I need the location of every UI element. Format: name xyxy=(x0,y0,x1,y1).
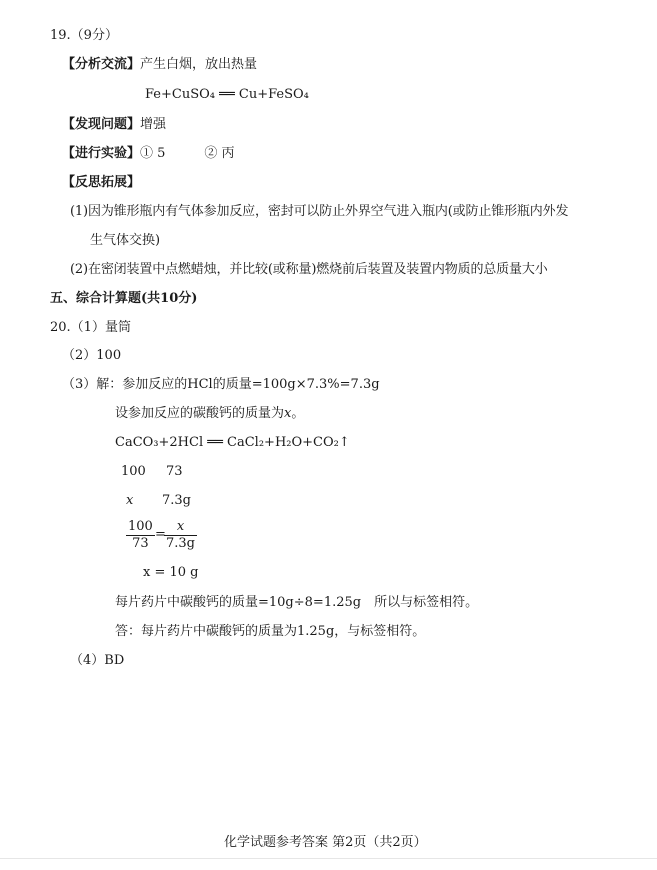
set-var: x xyxy=(284,406,292,421)
q19-header: 19.（9分） xyxy=(50,28,118,43)
page-footer: 化学试题参考答案 第2页（共2页） xyxy=(224,835,427,850)
reflect-2: (2)在密闭装置中点燃蜡烛，并比较(或称量)燃烧前后装置及装置内物质的总质量大小 xyxy=(70,262,548,277)
fraction-right xyxy=(164,519,197,552)
mass-x: x xyxy=(126,493,134,508)
experiment-line xyxy=(62,145,235,163)
tablet-mass-line: 每片药片中碳酸钙的质量=10g÷8=1.25g 所以与标签相符。 xyxy=(115,595,479,610)
answer-line: 答：每片药片中碳酸钙的质量为1.25g，与标签相符。 xyxy=(115,624,426,639)
mass-7-3g: 7.3g xyxy=(162,493,191,508)
experiment-text: ① 5 ② 丙 xyxy=(140,146,235,161)
q20-part-3: （3）解：参加反应的HCl的质量=100g×7.3%=7.3g xyxy=(62,377,380,392)
fraction-right-denominator: 7.3g xyxy=(166,536,195,551)
fraction-equals: = xyxy=(155,527,166,542)
q20-header: 20.（1）量筒 xyxy=(50,320,131,335)
discover-text: 增强 xyxy=(140,117,167,132)
discover-tag: 【发现问题】 xyxy=(62,117,141,132)
result-x: x = 10 g xyxy=(143,565,199,580)
equation-caco3-hcl: CaCO₃+2HCl ══ CaCl₂+H₂O+CO₂↑ xyxy=(115,435,350,450)
reflect-tag: 【反思拓展】 xyxy=(62,175,141,190)
footer-divider xyxy=(0,858,657,859)
fraction-left xyxy=(126,519,155,552)
fraction-right-numerator: x xyxy=(164,519,197,536)
analysis-tag: 【分析交流】 xyxy=(62,57,141,72)
discover-line xyxy=(62,116,166,134)
section-5-title: 五、综合计算题(共10分) xyxy=(50,291,198,306)
mass-100: 100 xyxy=(121,464,146,479)
fraction-left-denominator: 73 xyxy=(132,536,149,551)
reflect-1-line-1: (1)因为锥形瓶内有气体参加反应，密封可以防止外界空气进入瓶内(或防止锥形瓶内外发 xyxy=(70,204,569,219)
fraction-left-numerator: 100 xyxy=(128,519,153,534)
analysis-line xyxy=(62,56,257,74)
set-text: 设参加反应的碳酸钙的质量为 xyxy=(115,406,285,421)
q20-part-4: （4）BD xyxy=(70,653,125,668)
set-end: 。 xyxy=(291,406,305,421)
q20-part-2: （2）100 xyxy=(62,348,122,363)
experiment-tag: 【进行实验】 xyxy=(62,146,141,161)
reflect-1-line-2: 生气体交换) xyxy=(90,233,161,248)
equation-fe-cuso4: Fe+CuSO₄ ══ Cu+FeSO₄ xyxy=(145,87,309,102)
mass-73: 73 xyxy=(166,464,183,479)
analysis-text: 产生白烟，放出热量 xyxy=(140,57,258,72)
set-variable-line xyxy=(115,405,304,423)
